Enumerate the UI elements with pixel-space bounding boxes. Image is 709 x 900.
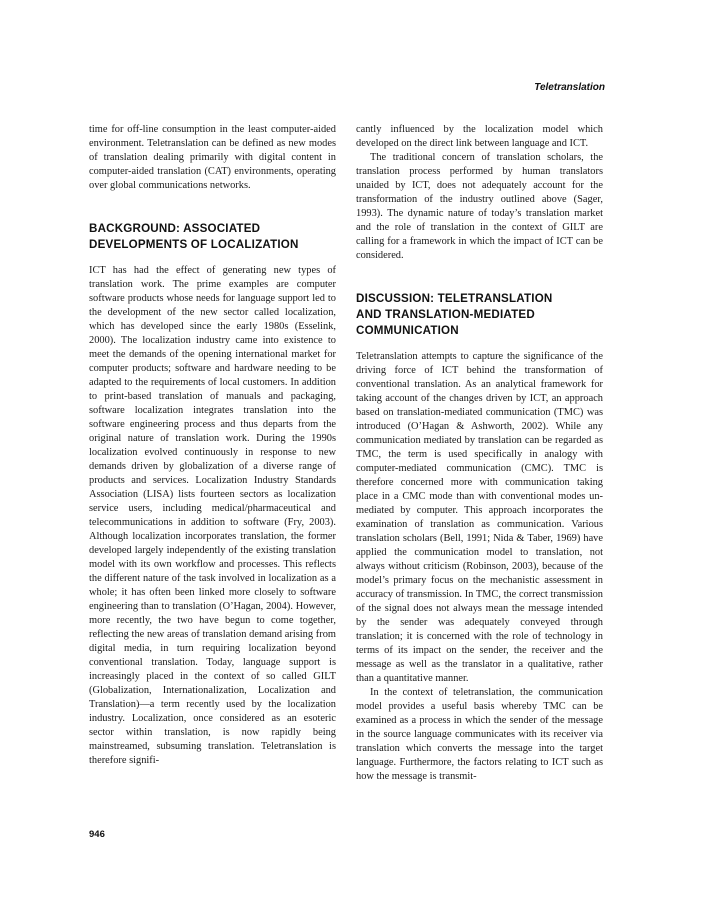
left-column — [89, 123, 336, 768]
right-paragraph-1: cantly influenced by the localization model which developed on the direct link between language and ICT. — [356, 124, 603, 149]
running-head: Teletranslation — [534, 82, 605, 93]
section-heading-discussion — [356, 291, 603, 339]
heading-line: DISCUSSION: TELETRANSLATION — [356, 292, 553, 305]
heading-line: COMMUNICATION — [356, 324, 459, 337]
right-paragraph-4: In the context of teletranslation, the communication model provides a useful basis whereby TMC can be examined as a process in which the sender of the message in the source language communicates with its receiver via translation which converts the message into the target language. Furthermore, the factors relating to ICT such as how the message is transmit- — [356, 687, 603, 782]
heading-line: BACKGROUND: ASSOCIATED — [89, 222, 261, 235]
section-heading-background — [89, 221, 336, 253]
left-paragraph-2: ICT has had the effect of generating new types of translation work. The prime examples are computer software products whose needs for language support led to the development of the new sector called localization, which has developed since the early 1980s (Esselink, 2000). The localization industry came into existence to meet the demands of the opening international market for computer products; software and hardware needing to be adapted to the requirements of local customers. In addition to print-based translation of manuals and packaging, software localization integrates translation into the software engineering process and thus departs from the original nature of translation work. During the 1990s localization evolved continuously in response to new demands driven by globalization of a diverse range of products and services. Localization Industry Standards Association (LISA) lists fourteen sectors as localization service users, including medical/pharmaceutical and telecommunications in addition to software (Fry, 2003). Although localization incorporates translation, the former developed largely independently of the existing translation model with its own workflow and processes. This reflects the different nature of the task involved in localization as a whole; it has often been linked more closely to software engineering than to translation (O’Hagan, 2004). However, more recently, the two have begun to come together, reflecting the new areas of translation demand arising from digital media, in turn requiring localization beyond conventional translation. Today, language support is increasingly placed in the context of so called GILT (Globalization, Internationalization, Localization and Translation)—a term recently used by the localization industry. Localization, once considered as an esoteric sector within translation, is now rapidly being mainstreamed, subsuming translation. Teletranslation is therefore signifi- — [89, 265, 336, 766]
page-number: 946 — [89, 829, 105, 840]
heading-line: DEVELOPMENTS OF LOCALIZATION — [89, 238, 299, 251]
right-column — [356, 123, 603, 784]
right-paragraph-2: The traditional concern of translation scholars, the translation process performed by human translators unaided by ICT, does not adequately account for the transformation of the industry outlined above (Sager, 1993). The dynamic nature of today’s translation market and the role of translation in the context of GILT are calling for a framework in which the impact of ICT can be considered. — [356, 152, 603, 261]
heading-line: AND TRANSLATION-MEDIATED — [356, 308, 535, 321]
right-paragraph-3: Teletranslation attempts to capture the significance of the driving force of ICT behind the transformation of conventional translation. As an analytical framework for taking account of the changes driven by ICT, an approach based on translation-mediated communication (TMC) was introduced (O’Hagan & Ashworth, 2002). While any communication mediated by translation can be regarded as TMC, the term is used specifically in analogy with computer-mediated communication (CMC). TMC is therefore concerned more with communication taking place in a CMC mode than with conventional modes un-mediated by computer. This approach incorporates the examination of translation as communication. Various translation scholars (Bell, 1991; Nida & Taber, 1969) have applied the communication model to translation, not always without criticism (Robinson, 2003), because of the model’s primary focus on the mechanistic assessment in accuracy of transmission. In TMC, the correct transmission of the signal does not always mean the message intended by the sender was adequately conveyed through translation; it is concerned with the role of technology in terms of its impact on the sender, the receiver and the message as well as the translator in a qualitative, rather than a quantitative manner. — [356, 351, 603, 684]
left-paragraph-1: time for off-line consumption in the least computer-aided environment. Teletranslation can be defined as new modes of translation dealing primarily with digital content in computer-aided translation (CAT) environments, operating over global communications networks. — [89, 124, 336, 191]
